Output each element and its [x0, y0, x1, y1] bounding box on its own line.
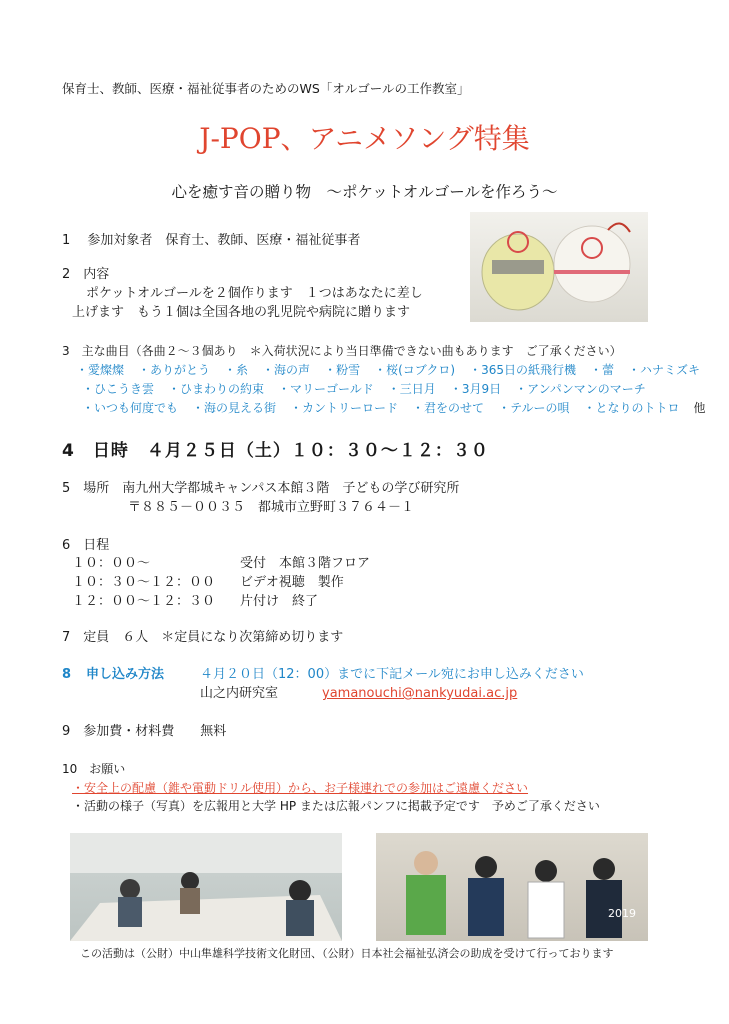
- song-item: ・海の見える街: [192, 401, 277, 415]
- song-item: ・となりのトトロ: [583, 401, 680, 415]
- email-link[interactable]: yamanouchi@nankyudai.ac.jp: [322, 686, 518, 701]
- song-item: ・365日の紙飛行機: [469, 363, 576, 377]
- song-item: ・カントリーロード: [290, 401, 399, 415]
- photo-date-stamp: 2019: [608, 907, 636, 920]
- section-6-heading: 6 日程: [62, 538, 110, 553]
- section-8-number: 8: [62, 667, 72, 682]
- group-photo: [376, 833, 648, 941]
- section-2-line-2: 上げます もう１個は全国各地の乳児院や病院に贈ります: [72, 305, 411, 320]
- application-deadline: ４月２０日（12：00）までに下記メール宛にお申し込みください: [200, 667, 584, 682]
- section-8-label: 申し込み方法: [86, 667, 165, 682]
- song-item: 他: [693, 401, 706, 415]
- song-item: ・ひまわりの約束: [168, 382, 265, 396]
- song-list-row-3: [82, 400, 720, 416]
- song-list-row-2: [82, 381, 660, 397]
- section-2-line-1: ポケットオルゴールを２個作ります １つはあなたに差し: [86, 286, 423, 301]
- funding-note: この活動は（公財）中山隼雄科学技術文化財団、（公財）日本社会福祉弘済会の助成を受けて行っております: [80, 947, 614, 960]
- song-item: ・蕾: [590, 363, 615, 377]
- song-item: ・マリーゴールド: [278, 382, 374, 396]
- notice-photos: ・活動の様子（写真）を広報用と大学 HP または広報パンフに掲載予定です 予めご了承ください: [72, 799, 600, 813]
- song-item: ・桜(コブクロ): [374, 363, 456, 377]
- song-item: ・ハナミズキ: [628, 363, 701, 377]
- song-item: ・アンパンマンのマーチ: [515, 382, 646, 396]
- section-5-place: 5 場所 南九州大学都城キャンパス本館３階 子どもの学び研究所: [62, 481, 460, 496]
- song-item: ・ひこうき雲: [82, 382, 155, 396]
- section-2-heading: 2 内容: [62, 267, 110, 282]
- notice-safety: ・安全上の配慮（錐や電動ドリル使用）から、お子様連れでの参加はご遠慮ください: [72, 781, 529, 795]
- schedule-desc-2: ビデオ視聴 製作: [240, 575, 344, 590]
- schedule-desc-3: 片付け 終了: [240, 594, 319, 609]
- section-4-datetime: 4 日時 ４月２５日（土）１０：３０～１２：３０: [62, 441, 489, 461]
- song-item: ・愛燦燦: [76, 363, 125, 377]
- section-3-heading: 3 主な曲目（各曲２～３個あり ＊入荷状況により当日準備できない曲もあります ご了承ください）: [62, 344, 622, 358]
- postal-address: 〒８８５－００３５ 都城市立野町３７６４－１: [128, 500, 415, 515]
- workshop-activity-photo: [70, 833, 342, 941]
- schedule-time-1: １０：００～: [72, 556, 151, 571]
- song-item: ・三日月: [387, 382, 436, 396]
- section-1-target: 1 参加対象者 保育士、教師、医療・福祉従事者: [62, 233, 361, 248]
- page-title: J-POP、アニメソング特集: [199, 122, 530, 155]
- section-7-capacity: 7 定員 ６人 ＊定員になり次第締め切ります: [62, 630, 344, 645]
- song-item: ・テルーの唄: [498, 401, 570, 415]
- song-item: ・ありがとう: [138, 363, 211, 377]
- section-9-fee: 9 参加費・材料費 無料: [62, 724, 227, 739]
- music-box-photo: [470, 212, 648, 322]
- section-10-heading: 10 お願い: [62, 762, 126, 776]
- schedule-time-3: １２：００～１２：３０: [72, 594, 216, 609]
- lab-name: 山之内研究室: [200, 686, 279, 701]
- song-item: ・いつも何度でも: [82, 401, 179, 415]
- workshop-subtitle: 保育士、教師、医療・福祉従事者のためのWS「オルゴールの工作教室」: [62, 81, 470, 96]
- schedule-time-2: １０：３０～１２：００: [72, 575, 216, 590]
- song-item: ・君をのせて: [412, 401, 485, 415]
- song-item: ・糸: [224, 363, 249, 377]
- song-item: ・海の声: [262, 363, 311, 377]
- song-list-row-1: [76, 362, 714, 378]
- song-item: ・粉雪: [324, 363, 361, 377]
- tagline: 心を癒す音の贈り物 ～ポケットオルゴールを作ろう～: [171, 183, 558, 201]
- song-item: ・3月9日: [449, 382, 502, 396]
- schedule-desc-1: 受付 本館３階フロア: [240, 556, 371, 571]
